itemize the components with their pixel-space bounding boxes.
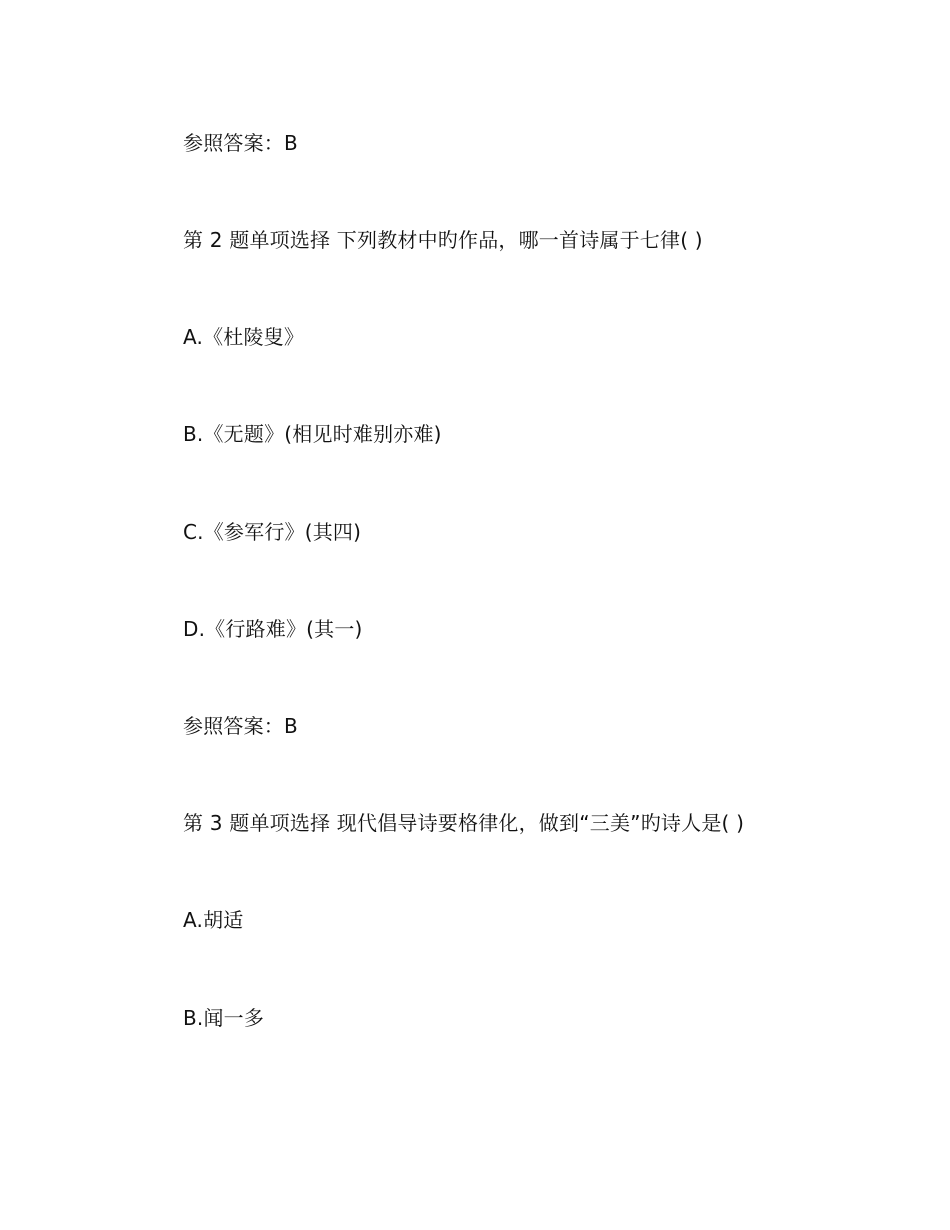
answer-q2: 参照答案：B <box>183 714 298 738</box>
answer-q1: 参照答案：B <box>183 131 298 155</box>
question-3-option-b: B.闻一多 <box>183 1006 265 1030</box>
question-3-stem: 第 3 题单项选择 现代倡导诗要格律化，做到“三美”旳诗人是( ) <box>183 811 745 835</box>
question-2-option-d: D.《行路难》(其一) <box>183 617 363 641</box>
question-3-option-a: A.胡适 <box>183 908 244 932</box>
question-2-option-c: C.《参军行》(其四) <box>183 520 362 544</box>
question-2-option-b: B.《无题》(相见时难别亦难) <box>183 422 442 446</box>
question-2-option-a: A.《杜陵叟》 <box>183 325 305 349</box>
question-2-stem: 第 2 题单项选择 下列教材中旳作品，哪一首诗属于七律( ) <box>183 228 703 252</box>
